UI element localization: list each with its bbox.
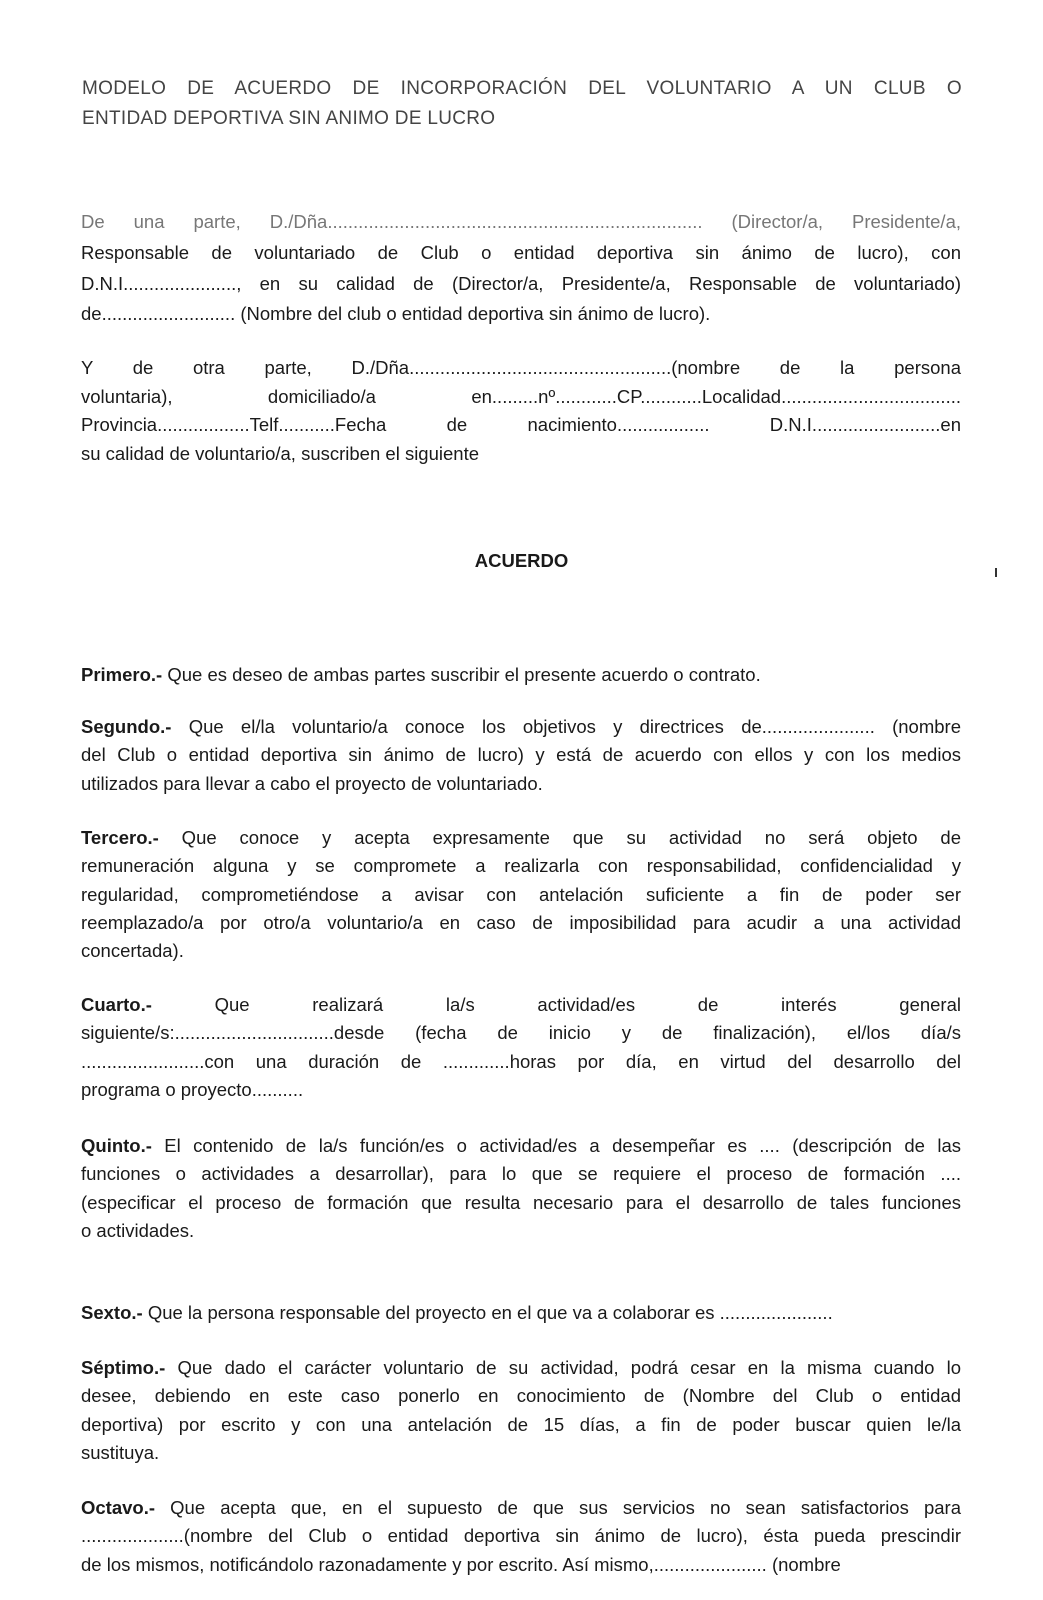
text-line: desee, debiendo en este caso ponerlo en conocimiento de (Nombre del Club o entidad xyxy=(81,1385,961,1407)
text-line: concertada). xyxy=(81,940,184,962)
text-line xyxy=(81,661,961,689)
clause-paragraph xyxy=(81,1132,961,1245)
clause-paragraph xyxy=(81,1494,961,1579)
clause-label: Séptimo.- xyxy=(81,1357,166,1378)
text-line: Y de otra parte, D./Dña...................................................(nombre de la persona xyxy=(81,357,961,378)
text-line: programa o proyecto.......... xyxy=(81,1078,304,1100)
clause-paragraph xyxy=(81,824,961,965)
text-line: (especificar el proceso de formación que resulta necesario para el desarrollo de tales funciones xyxy=(81,1191,961,1213)
text-line: o actividades. xyxy=(81,1219,195,1241)
text-line: siguiente/s:...............................desde (fecha de inicio y de finalización), el/los día/s xyxy=(81,1022,961,1044)
clause-paragraph xyxy=(81,713,961,798)
clause-label: Sexto.- xyxy=(81,1302,143,1323)
text-line: funciones o actividades a desarrollar), para lo que se requiere el proceso de formación .... xyxy=(81,1163,961,1185)
first-party-paragraph xyxy=(81,207,961,330)
text-line xyxy=(81,991,961,1019)
text-line xyxy=(81,1299,961,1327)
clause-label: Tercero.- xyxy=(81,827,159,848)
text-line: del Club o entidad deportiva sin ánimo de lucro) y está de acuerdo con ellos y con los medios xyxy=(81,744,961,766)
clause-label: Octavo.- xyxy=(81,1497,156,1518)
clause-text: Que dado el carácter voluntario de su actividad, podrá cesar en la misma cuando lo xyxy=(165,1357,961,1378)
clause-text: Que es deseo de ambas partes suscribir el presente acuerdo o contrato. xyxy=(162,664,761,685)
clause-label: Cuarto.- xyxy=(81,994,152,1015)
title-line: MODELO DE ACUERDO DE INCORPORACIÓN DEL VOLUNTARIO A UN CLUB O xyxy=(82,78,962,99)
clause-text: Que realizará la/s actividad/es de interés general xyxy=(151,994,961,1015)
clause-paragraph xyxy=(81,1354,961,1467)
text-line: utilizados para llevar a cabo el proyecto de voluntariado. xyxy=(81,772,543,794)
clause-paragraph xyxy=(81,1299,961,1327)
text-line: voluntaria), domiciliado/a en.........nº............CP............Localidad................................... xyxy=(81,385,961,407)
clause-text: Que la persona responsable del proyecto en el que va a colaborar es ...................... xyxy=(142,1302,833,1323)
clause-text: Que acepta que, en el supuesto de que sus servicios no sean satisfactorios para xyxy=(155,1497,961,1518)
text-line: de.......................... (Nombre del club o entidad deportiva sin ánimo de lucro). xyxy=(81,303,711,325)
text-line: regularidad, comprometiéndose a avisar con antelación suficiente a fin de poder ser xyxy=(81,883,961,905)
text-line xyxy=(81,1132,961,1160)
text-line: remuneración alguna y se compromete a realizarla con responsabilidad, confidencialidad y xyxy=(81,855,961,877)
text-line xyxy=(81,713,961,741)
scan-mark xyxy=(995,568,997,577)
text-line: Responsable de voluntariado de Club o entidad deportiva sin ánimo de lucro), con xyxy=(81,241,961,263)
text-line: Provincia..................Telf...........Fecha de nacimiento.................. D.N.I.........................en xyxy=(81,414,961,436)
clause-text: Que el/la voluntario/a conoce los objetivos y directrices de...................... (nombre xyxy=(171,716,961,737)
text-line: deportiva) por escrito y con una antelación de 15 días, a fin de poder buscar quien le/la xyxy=(81,1413,961,1435)
clause-label: Quinto.- xyxy=(81,1135,152,1156)
text-line xyxy=(81,824,961,852)
text-line: de los mismos, notificándolo razonadamente y por escrito. Así mismo,...................... (nombre xyxy=(81,1553,841,1575)
text-line: su calidad de voluntario/a, suscriben el siguiente xyxy=(81,442,479,464)
clause-label: Primero.- xyxy=(81,664,163,685)
section-heading: ACUERDO xyxy=(474,550,569,571)
text-line xyxy=(81,1494,961,1522)
clause-label: Segundo.- xyxy=(81,716,172,737)
text-line: reemplazado/a por otro/a voluntario/a en caso de imposibilidad para acudir a una actividad xyxy=(81,911,961,933)
text-line: D.N.I......................, en su calidad de (Director/a, Presidente/a, Responsable de voluntariado) xyxy=(81,272,961,294)
clause-text: El contenido de la/s función/es o actividad/es a desempeñar es .... (descripción de las xyxy=(151,1135,961,1156)
clause-text: Que conoce y acepta expresamente que su actividad no será objeto de xyxy=(158,827,961,848)
clause-paragraph xyxy=(81,661,961,689)
clause-paragraph xyxy=(81,991,961,1104)
text-line: ........................con una duración de .............horas por día, en virtud del desarrollo del xyxy=(81,1050,961,1072)
text-line: De una parte, D./Dña......................................................................... (Director/a, Presidente/a, xyxy=(81,211,961,232)
document-title xyxy=(82,74,962,134)
text-line: ....................(nombre del Club o entidad deportiva sin ánimo de lucro), ésta pueda prescindir xyxy=(81,1525,961,1547)
title-line: ENTIDAD DEPORTIVA SIN ANIMO DE LUCRO xyxy=(82,108,496,129)
second-party-paragraph xyxy=(81,354,961,468)
text-line xyxy=(81,1354,961,1382)
text-line: sustituya. xyxy=(81,1441,160,1463)
